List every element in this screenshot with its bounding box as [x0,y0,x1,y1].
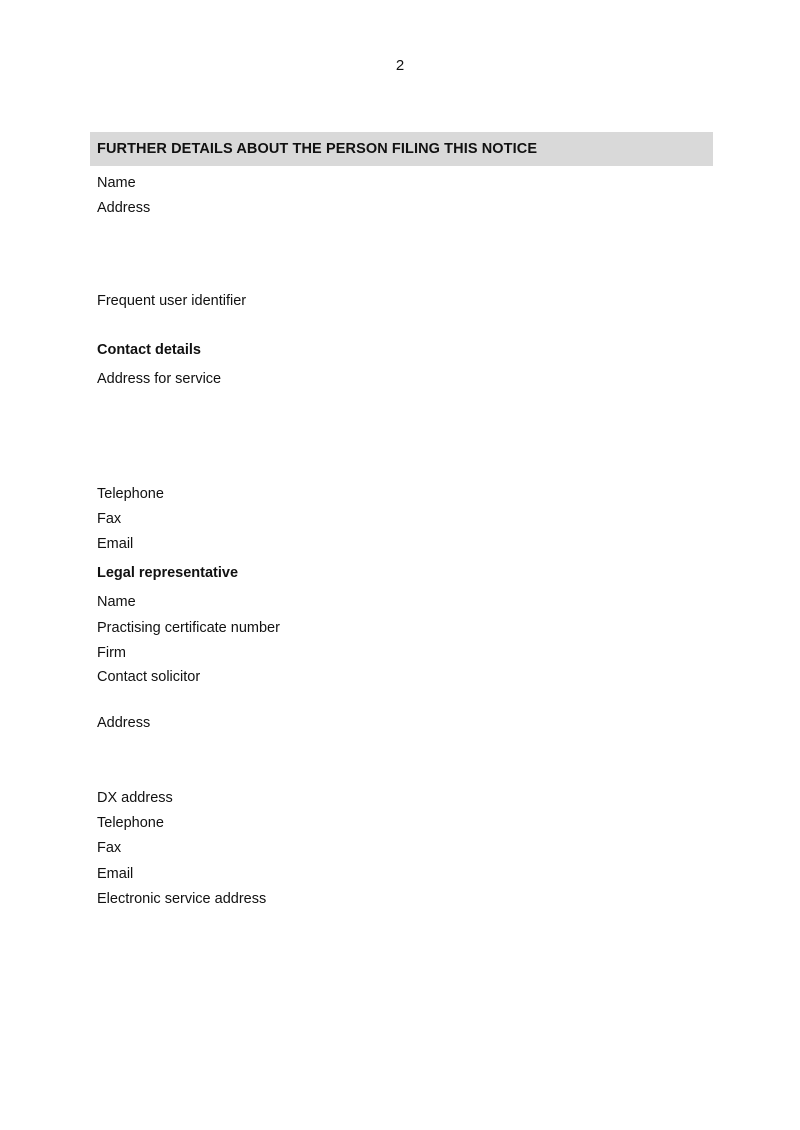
contact-email-label: Email [97,536,134,552]
filer-address-label: Address [97,200,151,216]
practising-certificate-label: Practising certificate number [97,620,280,636]
contact-fax-label: Fax [97,511,122,527]
legal-email-label: Email [97,866,134,882]
address-for-service-label: Address for service [97,371,222,387]
dx-address-label: DX address [97,790,173,806]
filer-name-label: Name [97,175,136,191]
frequent-user-identifier-label: Frequent user identifier [97,293,247,309]
legal-address-label: Address [97,715,151,731]
legal-telephone-label: Telephone [97,815,164,831]
legal-name-label: Name [97,594,136,610]
legal-fax-label: Fax [97,840,122,856]
contact-solicitor-label: Contact solicitor [97,669,201,685]
contact-details-heading: Contact details [97,342,201,358]
firm-label: Firm [97,645,126,661]
legal-representative-heading: Legal representative [97,565,239,581]
page-number: 2 [395,57,405,74]
section-header [90,132,713,166]
electronic-service-address-label: Electronic service address [97,891,267,907]
section-title: FURTHER DETAILS ABOUT THE PERSON FILING THIS NOTICE [97,141,538,157]
contact-telephone-label: Telephone [97,486,164,502]
